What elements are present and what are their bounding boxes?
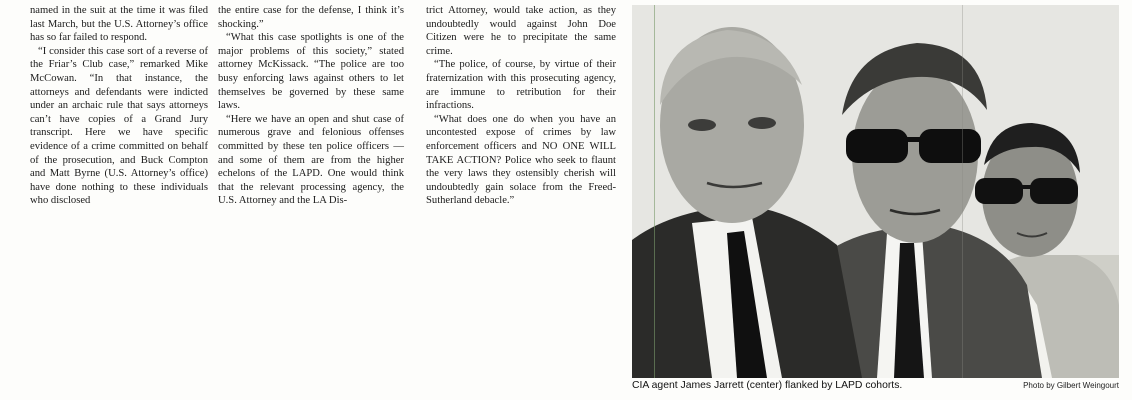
paragraph: “What this case spotlights is one of the major problems of this society,” stated attorney McKissack. “The police are too busy enforcing laws against others to let themselves be governed by these same laws. [218,32,404,112]
caption-text: CIA agent James Jarrett (center) flanked by LAPD cohorts. [632,380,903,391]
photo-credit: Photo by Gilbert Weingourt [1023,381,1119,390]
paragraph: “The police, of course, by virtue of their fraternization with this prosecuting agency, are immune to retribution for their infractions. [426,59,616,112]
paragraph: “Here we have an open and shut case of numerous grave and felonious offenses committed by these ten police officers — and some of them are from the higher echelons of the LAPD. One would think that the relevant processing agency, the U.S. Attorney and the LA Dis- [218,113,404,207]
photo-illustration [632,5,1119,378]
paragraph: “What does one do when you have an uncontested expose of crimes by law enforcement officers and NO ONE WILL TAKE ACTION? Police who seek to flaunt the very laws they ostensibly cherish will undoubtedly gain solace from the Freed-Sutherland debacle.” [426,113,616,207]
paragraph: named in the suit at the time it was filed last March, but the U.S. Attorney’s office has so far failed to respond. [30,5,208,44]
article-column-3 [426,4,616,208]
paragraph: the entire case for the defense, I think it’s shocking.” [218,5,404,30]
paragraph: trict Attorney, would take action, as they undoubtedly would against John Doe Citizen were he to precipitate the same crime. [426,5,616,57]
article-column-2 [218,4,404,208]
photo-caption [632,380,1119,391]
news-photo [632,5,1119,378]
article-column-1 [30,4,208,208]
paragraph: “I consider this case sort of a reverse of the Friar’s Club case,” remarked Mike McCowan. “In that instance, the attorneys and defendants were indicted under an archaic rule that says attorneys can’t have copies of a Grand Jury transcript. Here we have specific evidence of a crime committed on behalf of the prosecution, and Buck Compton and Matt Byrne (U.S. Attorney’s office) have done nothing to these individuals who disclosed [30,45,208,207]
